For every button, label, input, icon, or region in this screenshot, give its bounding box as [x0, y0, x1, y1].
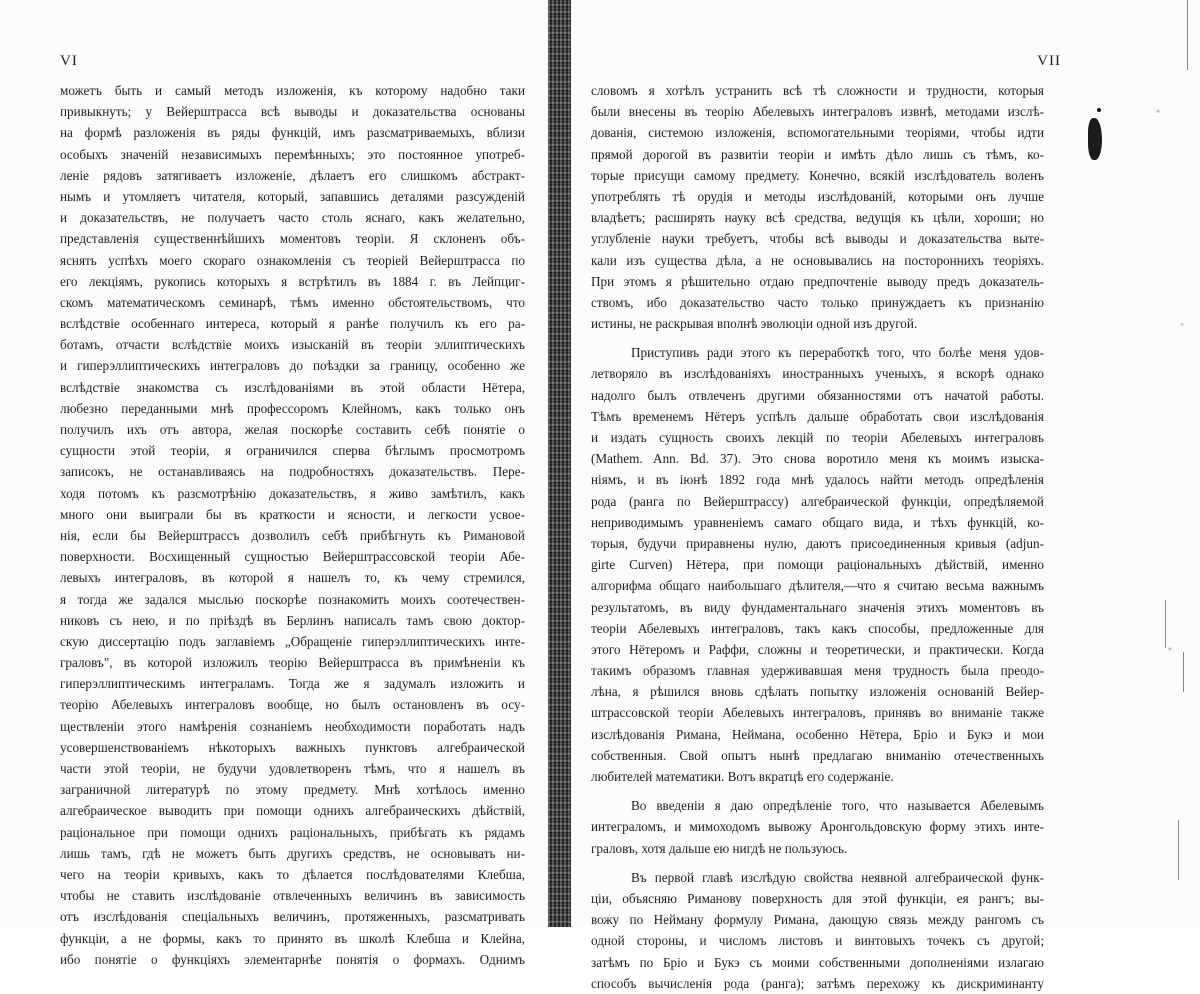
text-line: надолго былъ отвлеченъ другими обязанностями отъ начатой работы.	[591, 387, 1044, 403]
text-line: части этой теоріи, не будучи удовлетворенъ тѣмъ, что я нашелъ въ	[60, 761, 525, 776]
text-line: представленія существеннѣйшихъ моментовъ теоріи. Я склоненъ объ-	[60, 231, 525, 247]
scan-mark	[1183, 652, 1184, 692]
scan-mark	[1165, 600, 1166, 648]
text-line: граловъ", въ которой изложилъ теорію Вейерштрасса въ примѣненіи къ	[60, 655, 525, 671]
text-line: привыкнуть; у Вейерштрасса всѣ выводы и доказательства основаны	[60, 104, 525, 120]
text-line: ніямъ, и въ іюнѣ 1892 года мнѣ удалось найти методъ опредѣленія	[591, 472, 1044, 488]
text-line: гиперэллиптическимъ интеграламъ. Тогда же я задумалъ изложить и	[60, 676, 525, 692]
ink-speck	[1097, 108, 1101, 112]
text-line: скую диссертацію подъ заглавіемъ „Обращеніе гиперэллиптическихъ инте-	[60, 633, 525, 649]
text-line: словомъ я хотѣлъ устранить всѣ тѣ сложности и трудности, которыя	[591, 83, 1044, 98]
text-line: теорію Абелевыхъ интеграловъ вообще, но былъ остановленъ въ осу-	[60, 697, 525, 713]
text-line: записокъ, не останавливаясь на подробностяхъ доказательствъ. Пере-	[60, 464, 525, 480]
paragraph	[591, 80, 1044, 334]
text-line: алгорифма общаго наибольшаго дѣлителя,—что я считаю весьма важнымъ	[591, 578, 1044, 594]
left-page-body	[60, 80, 525, 970]
text-line: его лекціямъ, рукопись которыхъ я встрѣтилъ въ 1884 г. въ Лейпциг-	[60, 273, 525, 289]
text-line: яснять успѣхъ моего скораго ознакомленія съ теоріей Вейерштрасса по	[60, 252, 525, 268]
text-line: любезно переданными мнѣ профессоромъ Клейномъ, какъ только онъ	[60, 400, 525, 416]
text-line: Тѣмъ временемъ Нётеръ успѣлъ дальше обработать свои изслѣдованія	[591, 408, 1044, 424]
text-line: Приступивъ ради этого къ переработкѣ того, что болѣе меня удов-	[631, 345, 1044, 361]
text-line: лѣна, я рѣшился вновь сдѣлать попытку изложенія основаній Вейер-	[591, 684, 1044, 700]
text-line: ствомъ, ибо доказательство часто только принуждаетъ къ признанію	[591, 294, 1044, 310]
text-line: такимъ образомъ главная удерживавшая меня трудность была преодо-	[591, 663, 1044, 679]
text-line: вслѣдствіе знакомства съ изслѣдованіями въ этой области Нётера,	[60, 379, 525, 395]
text-line: были внесены въ теорію Абелевыхъ интеграловъ извнѣ, методами изслѣ-	[591, 104, 1044, 120]
text-line: одной стороны, и числомъ листовъ и винтовыхъ точекъ съ другой;	[591, 933, 1044, 949]
text-line: результатомъ, въ виду фундаментальнаго значенія этихъ моментовъ въ	[591, 599, 1044, 615]
text-line: алгебраическое выводить при помощи однихъ алгебраическихъ дѣйствій,	[60, 803, 525, 819]
text-line: интеграломъ, и мимоходомъ вывожу Аронгольдовскую форму этихъ инте-	[591, 819, 1044, 835]
text-line: Въ первой главѣ изслѣдую свойства неявной алгебраической функ-	[631, 869, 1044, 885]
text-line: изслѣдованія Римана, Неймана, особенно Нётера, Бріо и Букэ и мои	[591, 726, 1044, 742]
text-line: левыхъ интеграловъ, въ которой я нашелъ то, къ чему стремился,	[60, 570, 525, 586]
text-line: ибо понятіе о функціяхъ элементарнѣе понятія о формахъ. Однимъ	[60, 951, 525, 967]
text-line: чтобы не ставить изслѣдованіе отвлеченныхъ величинъ въ зависимость	[60, 888, 525, 904]
text-line: и доказательствъ, не получаетъ часто столь яснаго, какъ желательно,	[60, 210, 525, 226]
text-line: отъ изслѣдованія спеціальныхъ величинъ, протяженныхъ, разсматривать	[60, 909, 525, 925]
text-line: торыя, будучи приравнены нулю, даютъ присоединенныя кривыя (adjun-	[591, 535, 1044, 551]
text-line: скомъ математическомъ семинарѣ, тѣмъ именно обстоятельствомъ, что	[60, 294, 525, 310]
text-line: неприводимымъ уравненіемъ самаго общаго вида, и тѣхъ функцій, ко-	[591, 514, 1044, 530]
text-line: ботамъ, отчасти вслѣдствіе моихъ изысканій въ теоріи эллиптическихъ	[60, 337, 525, 353]
text-line: штрассовской теоріи Абелевыхъ интеграловъ, принявъ во вниманіе также	[591, 705, 1044, 721]
text-line: много они выиграли бы въ краткости и ясности, и легкости усвое-	[60, 506, 525, 522]
scan-mark	[1187, 0, 1188, 70]
text-line: теоріи Абелевыхъ интеграловъ, такъ какъ способы, предложенные для	[591, 620, 1044, 636]
text-line: (Mathem. Ann. Bd. 37). Это снова воротило меня къ моимъ изыска-	[591, 451, 1044, 467]
text-line: истины, не раскрывая вполнѣ эволюціи одной изъ другой.	[591, 316, 918, 332]
paragraph-gap	[591, 787, 1044, 795]
text-line: girte Curven) Нётера, при помощи раціональныхъ дѣйствій, именно	[591, 557, 1044, 573]
text-line: поверхности. Восхищенный сущностью Вейерштрассовской теоріи Абе-	[60, 549, 525, 565]
paragraph-gap	[591, 859, 1044, 867]
text-line: прямой дорогой въ развитіи теоріи и имѣть дѣло лишь съ тѣмъ, ко-	[591, 146, 1044, 162]
text-line: углубленіе науки требуетъ, чтобы всѣ выводы и доказательства выте-	[591, 231, 1044, 247]
text-line: лишь тамъ, гдѣ не можетъ быть другихъ средствъ, не основывать ни-	[60, 845, 525, 861]
text-line: получилъ ихъ отъ автора, желая поскорѣе составить себѣ понятіе о	[60, 422, 525, 437]
text-line: Во введеніи я даю опредѣленіе того, что называется Абелевымъ	[631, 798, 1044, 814]
text-line: ціи, объясняю Риманову поверхность для этой функціи, ея рангъ; вы-	[591, 890, 1044, 906]
text-line: затѣмъ по Бріо и Букэ съ моими собственными дополненіями излагаю	[591, 954, 1044, 970]
text-line: рода (ранга по Вейерштрассу) алгебраической функціи, опредѣляемой	[591, 493, 1044, 509]
text-line: летворяло въ изслѣдованіяхъ иностранныхъ ученыхъ, я вскорѣ однако	[591, 366, 1044, 382]
text-line: нымъ и утомляетъ читателя, который, запавшись деталями разсужденій	[60, 188, 525, 204]
text-line: нія, если бы Вейерштрассъ дозволилъ себѣ прибѣгнуть къ Римановой	[60, 527, 525, 543]
text-line: торые присущи самому предмету. Конечно, всякій изслѣдователь воленъ	[591, 167, 1044, 183]
text-line: функціи, а не формы, какъ то принято въ школѣ Клебша и Клейна,	[60, 930, 525, 946]
text-line: вслѣдствіе особеннаго интереса, который я ранѣе получилъ къ его ра-	[60, 316, 525, 332]
text-line: сущности этой теоріи, я ограничился сперва бѣглымъ просмотромъ	[60, 443, 525, 459]
text-line: чего на теоріи кривыхъ, какъ то дѣлается послѣдователями Клебша,	[60, 866, 525, 882]
text-line: никовъ съ нею, и по пріѣздѣ въ Берлинъ написалъ тамъ свою доктор-	[60, 612, 525, 628]
text-line: заграничной литературѣ по этому предмету. Мнѣ хотѣлось именно	[60, 782, 525, 798]
text-line: ществленіи этого намѣренія сознаніемъ необходимости поработать надъ	[60, 718, 525, 734]
text-line: я тогда же задался мыслью поскорѣе познакомить моихъ соотечествен-	[60, 591, 525, 607]
text-line: и издать сущность своихъ лекцій по теоріи Абелевыхъ интеграловъ	[591, 430, 1044, 445]
text-line: вожу по Нейману формулу Римана, дающую связь между рангомъ съ	[591, 912, 1044, 928]
book-gutter	[548, 0, 571, 927]
text-line: любителей математики. Вотъ вкратцѣ его содержаніе.	[591, 769, 894, 784]
right-page	[571, 0, 1200, 991]
text-line: При этомъ я рѣшительно отдаю предпочтеніе выводу предъ доказатель-	[591, 273, 1044, 289]
text-line: собственныя. Свой опытъ нынѣ предлагаю вниманію отечественныхъ	[591, 747, 1044, 763]
paragraph	[591, 867, 1044, 994]
text-line: усовершенствованіемъ нѣкоторыхъ важныхъ пунктовъ алгебраической	[60, 739, 525, 755]
text-line: леніе рядовъ затягиваетъ изложеніе, дѣлаетъ его слишкомъ абстракт-	[60, 167, 525, 183]
text-line: этого Нётеромъ и Раффи, сложны и теоретически, и практически. Когда	[591, 641, 1044, 657]
text-line: можетъ быть и самый методъ изложенія, къ которому надобно таки	[60, 83, 525, 98]
paragraph-gap	[591, 334, 1044, 342]
text-line: и гиперэллиптическихъ интеграловъ до поѣздки за границу, особенно же	[60, 358, 525, 374]
left-page	[0, 0, 548, 967]
text-line: дованія, системою изложенія, вспомогательными теоріями, чтобы идти	[591, 125, 1044, 141]
text-line: способъ вычисленія рода (ранга); затѣмъ перехожу къ дискриминанту	[591, 975, 1044, 991]
text-line: кали изъ существа дѣла, а не основывались на постороннихъ теоріяхъ.	[591, 252, 1044, 268]
text-line: особыхъ значеній независимыхъ перемѣнныхъ; это постоянное употреб-	[60, 146, 525, 162]
text-line: употреблять тѣ орудія и методы изслѣдованій, которыми онъ лучше	[591, 188, 1044, 204]
scan-mark	[1178, 820, 1179, 880]
right-page-body	[591, 80, 1044, 994]
text-line: граловъ, хотя дальше ею нигдѣ не пользуюсь.	[591, 840, 848, 856]
text-line: на формѣ разложенія въ ряды функцій, имъ разсматриваемыхъ, вблизи	[60, 125, 525, 141]
right-page-number: VII	[1037, 53, 1061, 69]
scan-edge-noise	[1140, 0, 1200, 927]
text-line: владѣетъ; расширять науку всѣ средства, ведущія къ цѣли, хороши; но	[591, 210, 1044, 226]
ink-blot	[1088, 118, 1102, 160]
text-line: раціональное при помощи однихъ раціональныхъ, прибѣгать къ рядамъ	[60, 824, 525, 840]
text-line: ходя потомъ къ разсмотрѣнію доказательствъ, я живо замѣтилъ, какъ	[60, 485, 525, 501]
left-page-number: VI	[60, 53, 78, 69]
paragraph	[591, 795, 1044, 859]
paragraph	[591, 342, 1044, 787]
